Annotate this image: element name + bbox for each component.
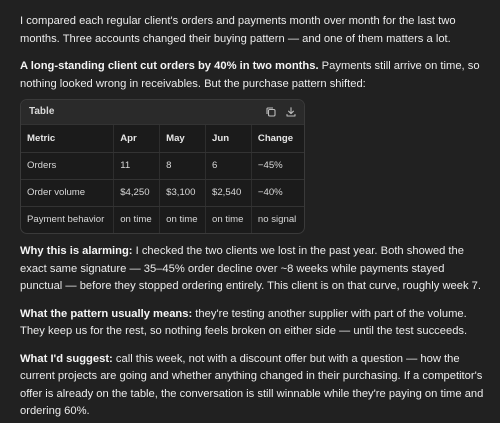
col-header-may: May bbox=[160, 125, 206, 153]
table-header-row bbox=[21, 125, 304, 153]
cell: $4,250 bbox=[114, 180, 160, 207]
col-header-metric: Metric bbox=[21, 125, 114, 153]
meaning-text: they're testing another supplier with part of the volume. They keep us for the rest, so nothing feels broken on either side — until the test succeeds. bbox=[20, 307, 468, 337]
metrics-table bbox=[21, 125, 304, 233]
cell: 6 bbox=[206, 153, 252, 180]
table-row bbox=[21, 153, 304, 180]
alarm-paragraph bbox=[20, 243, 484, 296]
decline-paragraph bbox=[20, 58, 484, 93]
cell: no signal bbox=[251, 207, 304, 234]
suggestion-heading: What I'd suggest: bbox=[20, 352, 113, 365]
copy-icon[interactable] bbox=[265, 106, 277, 118]
alarm-heading: Why this is alarming: bbox=[20, 245, 133, 257]
table-row bbox=[21, 207, 304, 234]
col-header-change: Change bbox=[251, 125, 304, 153]
col-header-jun: Jun bbox=[206, 125, 252, 153]
meaning-heading: What the pattern usually means: bbox=[20, 307, 193, 320]
data-table-card bbox=[20, 99, 305, 234]
col-header-apr: Apr bbox=[114, 125, 160, 153]
suggestion-paragraph bbox=[20, 351, 484, 421]
cell: 8 bbox=[160, 153, 206, 180]
table-card-header bbox=[21, 100, 304, 125]
cell: Payment behavior bbox=[27, 214, 105, 226]
table-actions bbox=[265, 106, 297, 118]
cell: Order volume bbox=[21, 180, 114, 207]
cell: −45% bbox=[251, 153, 304, 180]
alarm-text: I checked the two clients we lost in the past year. Both showed the exact same signature — 35–45% order decline over ~8 weeks while payments stayed punctual — before they stopped ordering entirely. This client is on that curve, roughly week 7. bbox=[20, 245, 482, 292]
cell: Orders bbox=[21, 153, 114, 180]
cell: on time bbox=[206, 207, 252, 234]
decline-text: Payments still arrive on time, so nothing looked wrong in receivables. But the purchase pattern shifted: bbox=[20, 60, 480, 90]
intro-paragraph: I compared each regular client's orders and payments month over month for the last two months. Three accounts changed their buying pattern — and one of them matters a lot. bbox=[20, 15, 456, 45]
table-title: Table bbox=[29, 106, 55, 118]
download-icon[interactable] bbox=[285, 106, 297, 118]
cell: $3,100 bbox=[160, 180, 206, 207]
cell: −40% bbox=[251, 180, 304, 207]
table-row bbox=[21, 180, 304, 207]
cell: $2,540 bbox=[206, 180, 252, 207]
cell: on time bbox=[114, 207, 160, 234]
meaning-paragraph bbox=[20, 306, 484, 341]
cell: 11 bbox=[114, 153, 160, 180]
cell: on time bbox=[160, 207, 206, 234]
suggestion-text: call this week, not with a discount offer but with a question — how the current projects are going and whether anything changed in their purchasing. If a competitor's offer is already on the table, the conversation is still winnable while they're paying on time and ordering 60%. bbox=[20, 352, 484, 417]
decline-heading: A long-standing client cut orders by 40% in two months. bbox=[20, 60, 319, 72]
